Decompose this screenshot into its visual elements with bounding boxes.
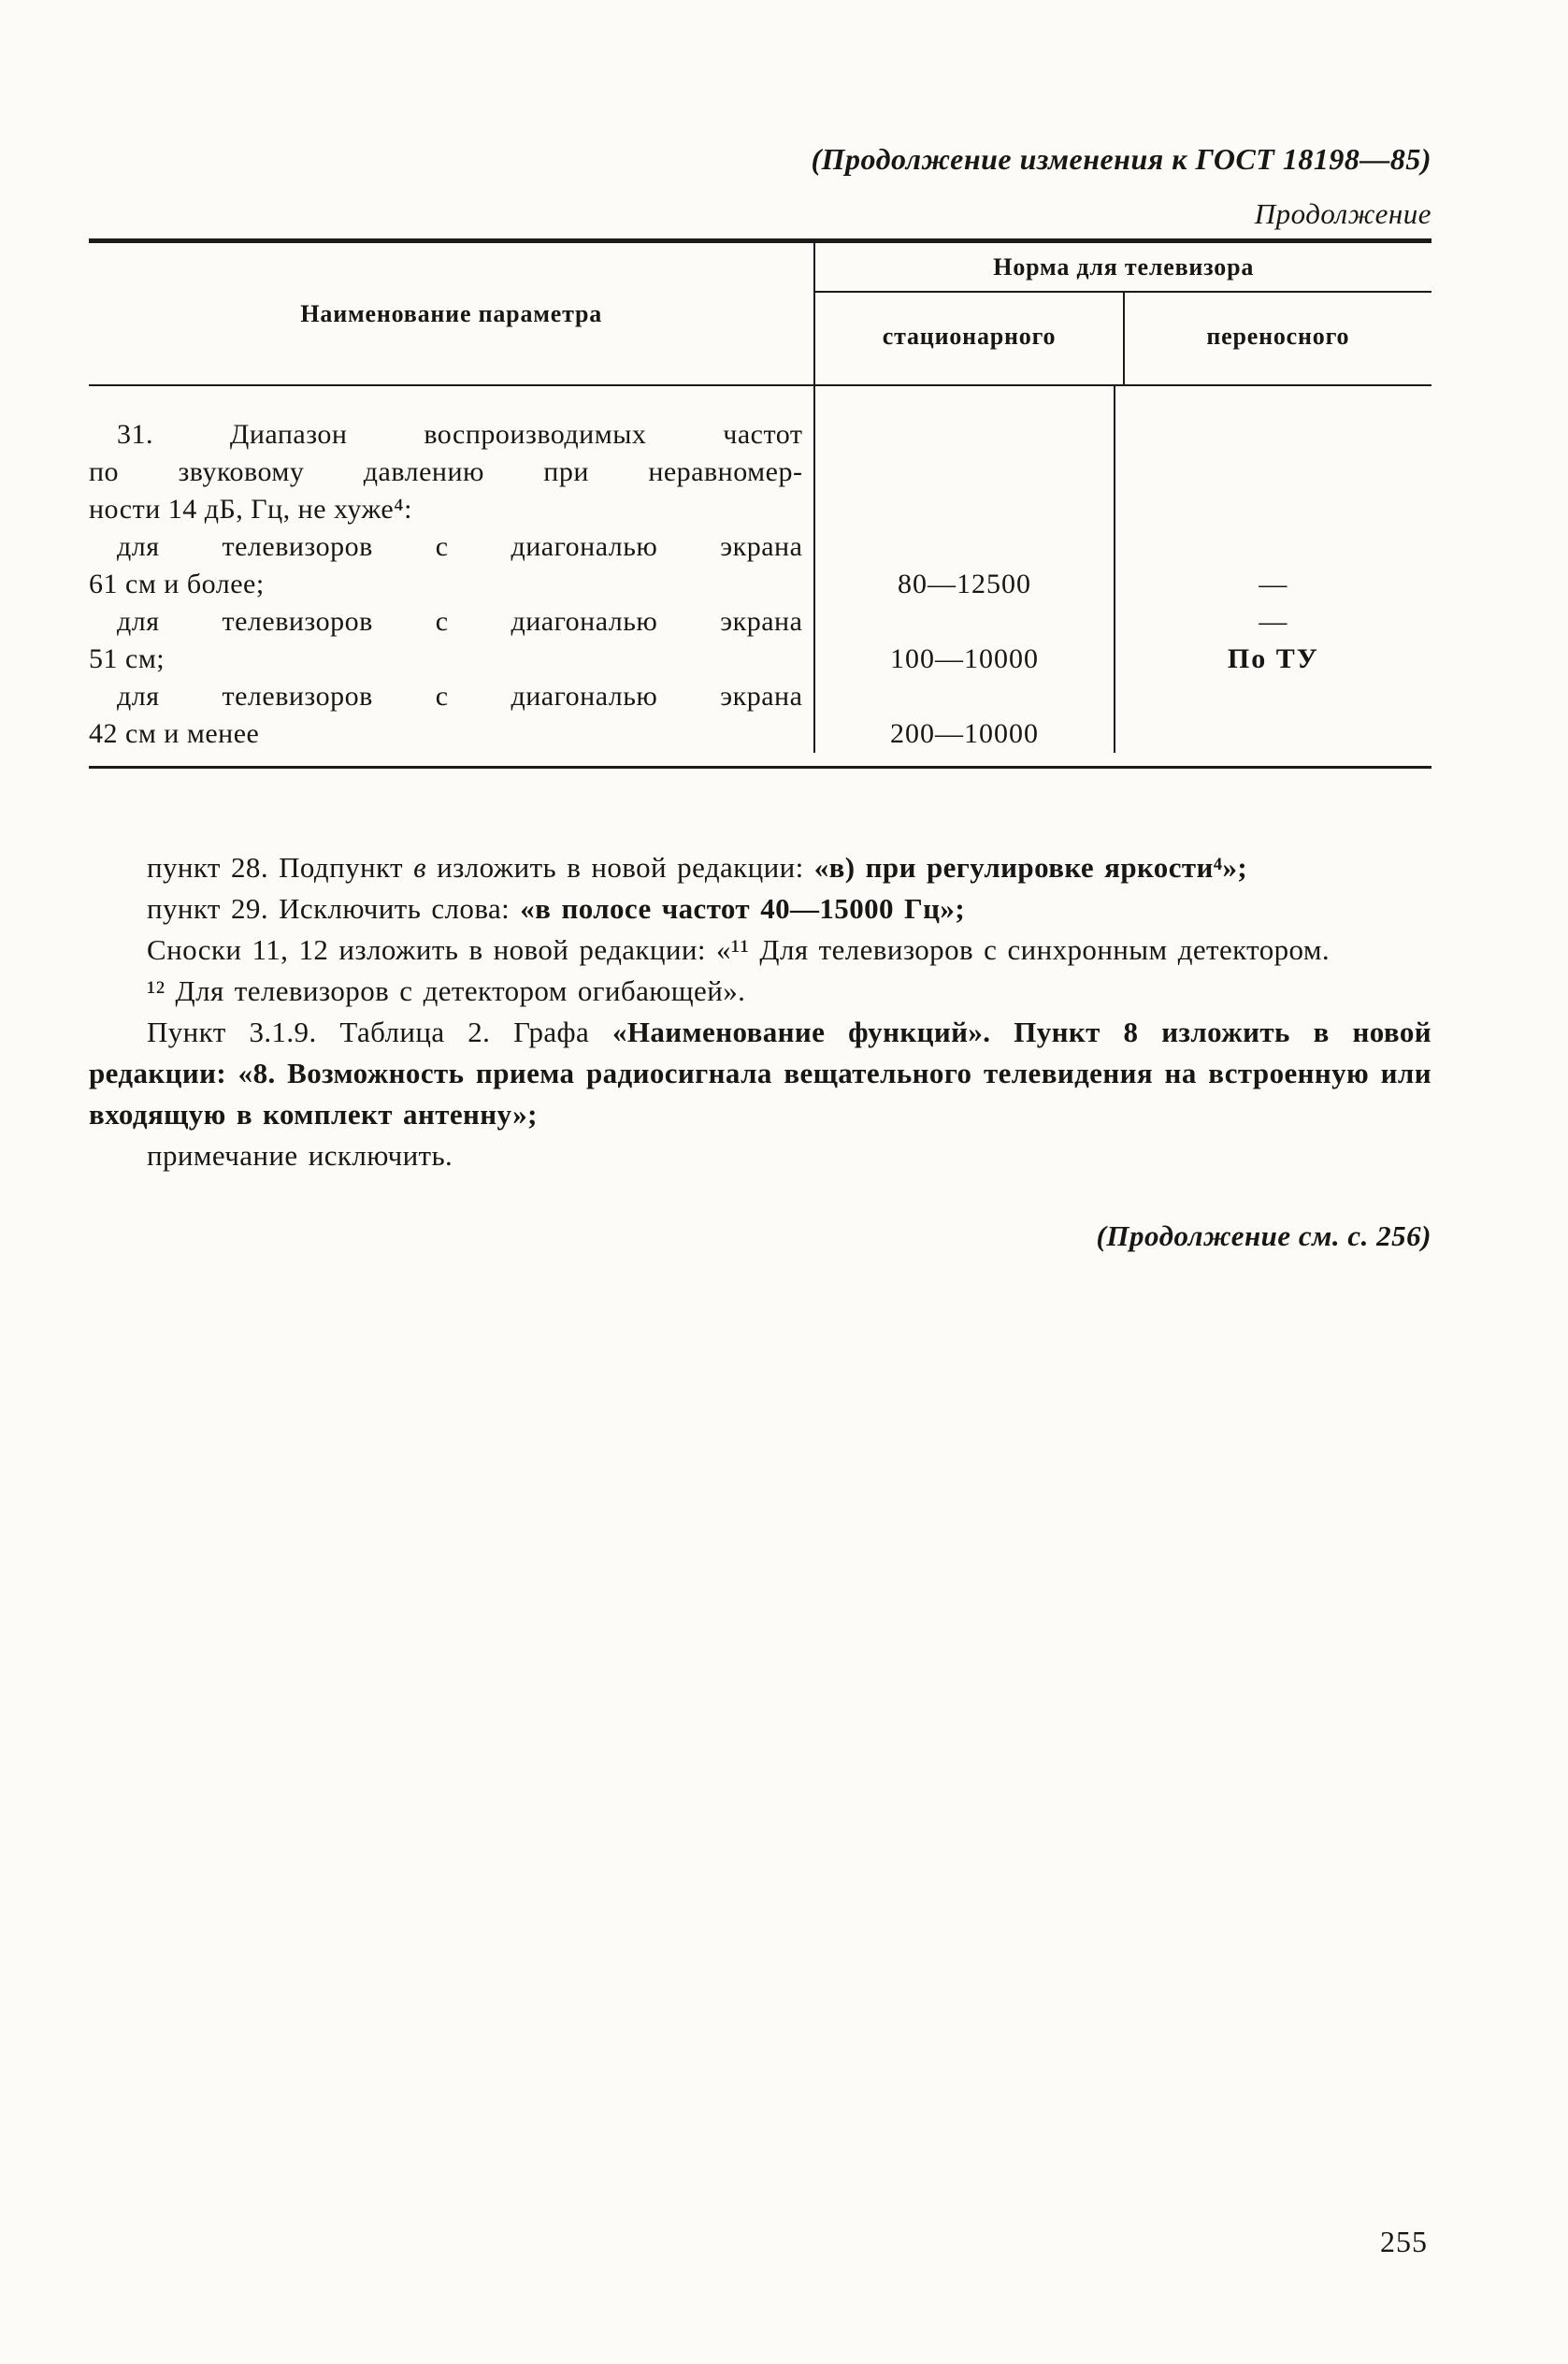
parameters-table — [89, 238, 1431, 769]
parameter-cell — [89, 528, 813, 603]
column-header-parameter — [89, 243, 813, 384]
stationary-value: 100—10000 — [890, 643, 1040, 674]
footer-note: (Продолжение см. с. 256) — [1096, 1219, 1431, 1252]
column-header-stationary: стационарного — [882, 323, 1057, 350]
table-row-diagonal-42 — [89, 678, 1431, 766]
parameter-cell — [89, 678, 813, 753]
amendment-paragraph-2: пункт 29. Исключить слова: «в полосе частот 40—15000 Гц»; — [147, 892, 966, 925]
parameter-line: 51 см; — [89, 643, 165, 674]
page-number: 255 — [1380, 2225, 1428, 2258]
stationary-cell — [813, 528, 1113, 603]
stationary-cell — [813, 603, 1113, 678]
table-row-diagonal-51 — [89, 603, 1431, 678]
parameter-line: по звуковому давлению при неравномер- — [89, 456, 803, 487]
amendment-text — [89, 847, 1431, 1253]
column-header-group — [813, 243, 1431, 384]
column-subheaders — [815, 293, 1431, 384]
portable-cell — [1114, 528, 1431, 603]
amendment-paragraph-4: ¹² Для телевизоров с детектором огибающей». — [147, 974, 746, 1007]
portable-value: — — [1259, 569, 1288, 599]
column-header-portable: переносного — [1123, 293, 1431, 384]
parameter-line: 42 см и менее — [89, 718, 260, 749]
stationary-cell — [813, 678, 1113, 753]
header-note: (Продолжение изменения к ГОСТ 18198—85) — [811, 142, 1431, 176]
table-row-intro — [89, 386, 1431, 528]
table-header — [89, 243, 1431, 386]
parameter-line: 31. Диапазон воспроизводимых частот — [117, 419, 803, 450]
parameter-cell — [89, 386, 813, 528]
column-header-parameter-label: Наименование параметра — [300, 299, 603, 327]
parameter-line: 61 см и более; — [89, 569, 265, 599]
amendment-paragraph-5: Пункт 3.1.9. Таблица 2. Графа «Наименование функций». Пункт 8 изложить в новой редакции: «8. Возможность приема радиосигнала вещательного телевидения на встроенную или входящую в комплект антенну»; — [89, 1016, 1431, 1131]
amendment-paragraph-6: примечание исключить. — [147, 1139, 453, 1172]
parameter-line: для телевизоров с диагональю экрана — [117, 681, 803, 712]
parameter-line: ности 14 дБ, Гц, не хуже⁴: — [89, 494, 412, 525]
portable-cell — [1114, 678, 1431, 753]
amendment-paragraph-3: Сноски 11, 12 изложить в новой редакции: «¹¹ Для телевизоров с синхронным детектором. — [147, 933, 1330, 966]
portable-dash: — — [1259, 606, 1288, 637]
parameter-line: для телевизоров с диагональю экрана — [117, 531, 803, 562]
stationary-value: 200—10000 — [890, 718, 1040, 749]
amendment-paragraph-1: пункт 28. Подпункт в изложить в новой редакции: «в) при регулировке яркости⁴»; — [147, 851, 1248, 884]
portable-cell — [1114, 386, 1431, 528]
portable-cell — [1114, 603, 1431, 678]
parameter-line: для телевизоров с диагональю экрана — [117, 606, 803, 637]
portable-note: По ТУ — [1227, 643, 1319, 674]
stationary-cell — [813, 386, 1113, 528]
continuation-label: Продолжение — [1254, 197, 1431, 230]
table-row-diagonal-61 — [89, 528, 1431, 603]
column-header-group-title: Норма для телевизора — [815, 243, 1431, 293]
parameter-cell — [89, 603, 813, 678]
stationary-value: 80—12500 — [898, 569, 1032, 599]
